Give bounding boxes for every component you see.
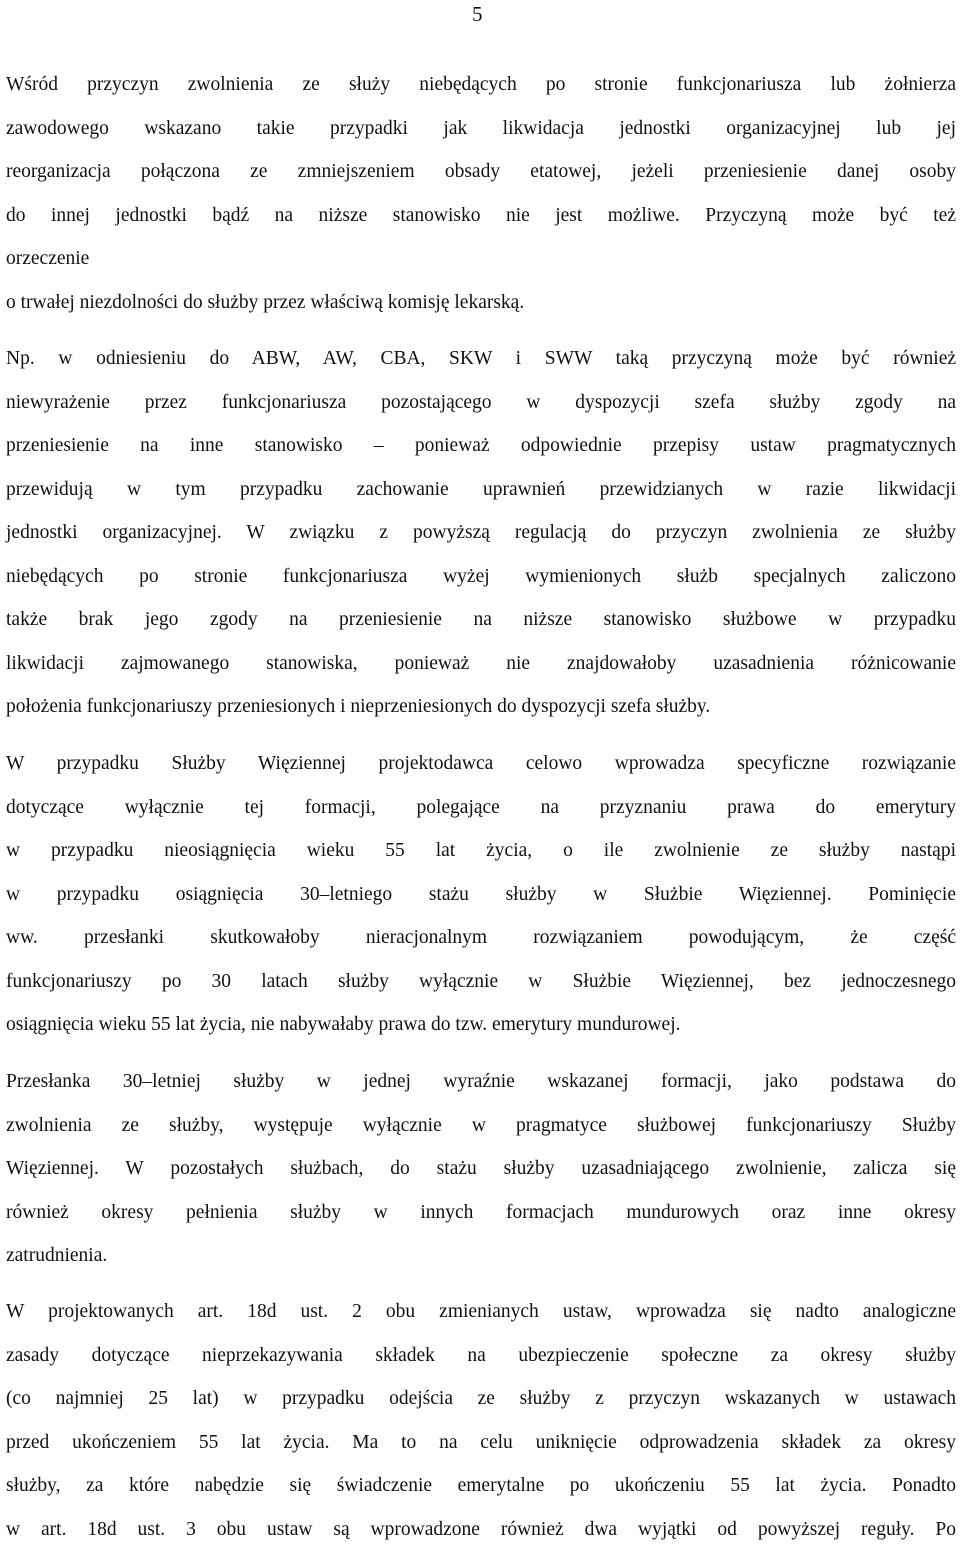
text-line: przewidują w tym przypadku zachowanie uprawnień przewidzianych w razie likwidacji [6,468,956,512]
paragraph-5 [6,1290,956,1551]
text-line: również okresy pełnienia służby w innych formacjach mundurowych oraz inne okresy [6,1191,956,1235]
text-line: dotyczące wyłącznie tej formacji, polegające na przyznaniu prawa do emerytury [6,786,956,830]
text-line: niewyrażenie przez funkcjonariusza pozostającego w dyspozycji szefa służby zgody na [6,381,956,425]
text-line: przeniesienie na inne stanowisko – ponieważ odpowiednie przepisy ustaw pragmatycznych [6,424,956,468]
text-line: (co najmniej 25 lat) w przypadku odejścia ze służby z przyczyn wskazanych w ustawach [6,1377,956,1421]
text-line: w przypadku osiągnięcia 30–letniego stażu służby w Służbie Więziennej. Pominięcie [6,873,956,917]
text-line: ww. przesłanki skutkowałoby nieracjonalnym rozwiązaniem powodującym, że część [6,916,956,960]
text-line: służby, za które nabędzie się świadczenie emerytalne po ukończeniu 55 lat życia. Ponadto [6,1464,956,1508]
text-line: jednostki organizacyjnej. W związku z powyższą regulacją do przyczyn zwolnienia ze służby [6,511,956,555]
text-line: w przypadku nieosiągnięcia wieku 55 lat życia, o ile zwolnienie ze służby nastąpi [6,829,956,873]
text-line: do innej jednostki bądź na niższe stanowisko nie jest możliwe. Przyczyną może być też [6,194,956,238]
page-number: 5 [472,0,483,28]
text-line: przed ukończeniem 55 lat życia. Ma to na celu uniknięcie odprowadzenia składek za okresy [6,1421,956,1465]
text-line: likwidacji zajmowanego stanowiska, ponieważ nie znajdowałoby uzasadnienia różnicowanie [6,642,956,686]
paragraph-2 [6,337,956,729]
text-line: Wśród przyczyn zwolnienia ze służy niebędących po stronie funkcjonariusza lub żołnierza [6,63,956,107]
text-line: Więziennej. W pozostałych służbach, do stażu służby uzasadniającego zwolnienie, zalicza się [6,1147,956,1191]
paragraph-1 [6,63,956,324]
text-line: niebędących po stronie funkcjonariusza wyżej wymienionych służb specjalnych zaliczono [6,555,956,599]
text-line: reorganizacja połączona ze zmniejszeniem obsady etatowej, jeżeli przeniesienie danej osoby [6,150,956,194]
text-line: osiągnięcia wieku 55 lat życia, nie nabywałaby prawa do tzw. emerytury mundurowej. [6,1003,956,1047]
text-line: W projektowanych art. 18d ust. 2 obu zmienianych ustaw, wprowadza się nadto analogiczne [6,1290,956,1334]
text-line: zwolnienia ze służby, występuje wyłącznie w pragmatyce służbowej funkcjonariuszy Służby [6,1104,956,1148]
text-line: orzeczenie [6,237,956,281]
text-line: także brak jego zgody na przeniesienie na niższe stanowisko służbowe w przypadku [6,598,956,642]
text-line: Np. w odniesieniu do ABW, AW, CBA, SKW i SWW taką przyczyną może być również [6,337,956,381]
text-line: W przypadku Służby Więziennej projektodawca celowo wprowadza specyficzne rozwiązanie [6,742,956,786]
paragraph-4 [6,1060,956,1278]
text-line: położenia funkcjonariuszy przeniesionych i nieprzeniesionych do dyspozycji szefa służby. [6,685,956,729]
text-line: zawodowego wskazano takie przypadki jak likwidacja jednostki organizacyjnej lub jej [6,107,956,151]
paragraph-3 [6,742,956,1047]
text-line: zasady dotyczące nieprzekazywania składek na ubezpieczenie społeczne za okresy służby [6,1334,956,1378]
text-line: Przesłanka 30–letniej służby w jednej wyraźnie wskazanej formacji, jako podstawa do [6,1060,956,1104]
text-line: zatrudnienia. [6,1234,956,1278]
text-line: o trwałej niezdolności do służby przez właściwą komisję lekarską. [6,281,956,325]
text-line: w art. 18d ust. 3 obu ustaw są wprowadzone również dwa wyjątki od powyższej reguły. Po [6,1508,956,1551]
text-line: funkcjonariuszy po 30 latach służby wyłącznie w Służbie Więziennej, bez jednoczesnego [6,960,956,1004]
